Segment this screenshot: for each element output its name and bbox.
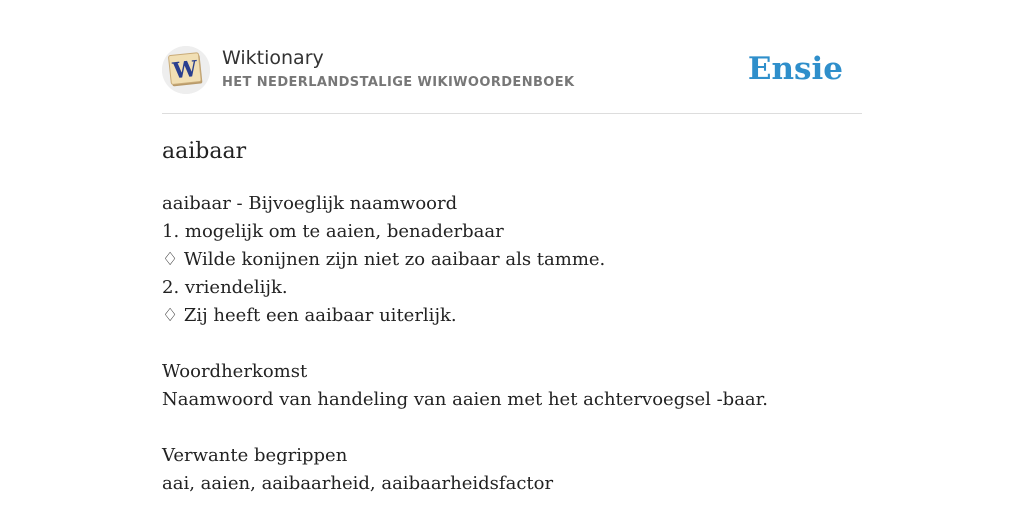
- wiktionary-logo-icon[interactable]: [162, 46, 210, 94]
- svg-text:W: W: [171, 55, 199, 85]
- ensie-brand-link[interactable]: Ensie: [747, 51, 843, 87]
- site-tagline: HET NEDERLANDSTALIGE WIKIWOORDENBOEK: [222, 75, 575, 90]
- entry-heading: aaibaar - Bijvoeglijk naamwoord: [162, 193, 458, 214]
- spacer: [162, 330, 862, 358]
- example-line: ♢ Wilde konijnen zijn niet zo aaibaar als tamme.: [162, 249, 606, 270]
- definition-line: 2. vriendelijk.: [162, 277, 288, 298]
- header: [162, 44, 862, 114]
- etymology-text: Naamwoord van handeling van aaien met het achtervoegsel -baar.: [162, 389, 769, 410]
- etymology-heading: Woordherkomst: [162, 361, 308, 382]
- spacer: [162, 414, 862, 442]
- entry-title: aaibaar: [162, 139, 247, 164]
- definition-line: 1. mogelijk om te aaien, benaderbaar: [162, 221, 504, 242]
- related-heading: Verwante begrippen: [162, 445, 348, 466]
- example-line: ♢ Zij heeft een aaibaar uiterlijk.: [162, 305, 457, 326]
- site-name[interactable]: Wiktionary: [222, 47, 324, 69]
- header-divider: [162, 113, 862, 114]
- entry-content: [162, 190, 862, 498]
- related-terms: aai, aaien, aaibaarheid, aaibaarheidsfactor: [162, 473, 554, 494]
